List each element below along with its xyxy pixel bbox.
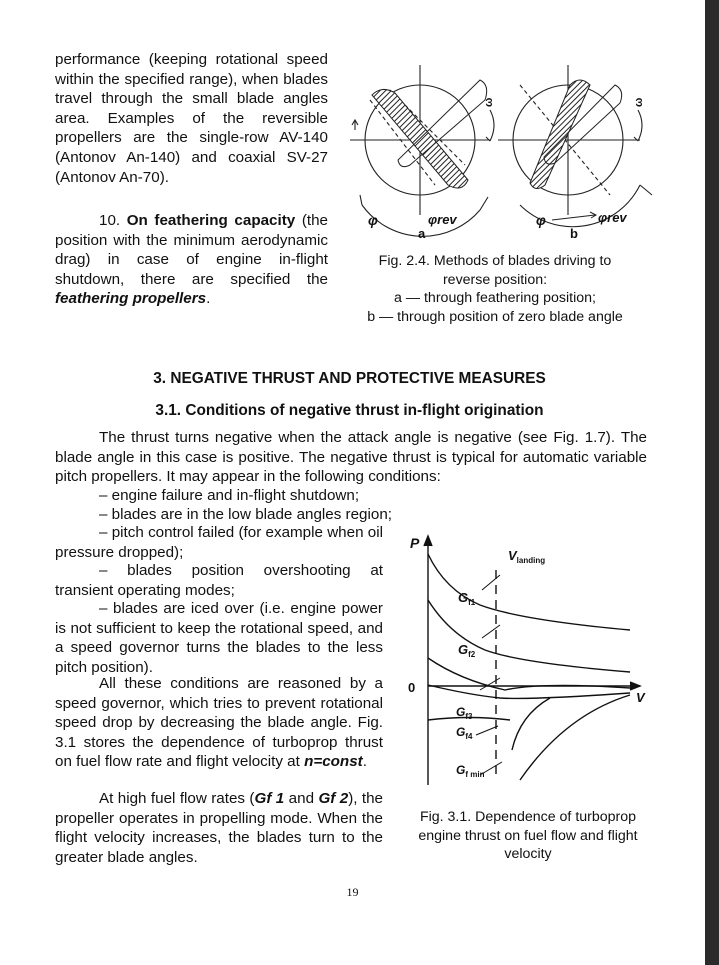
fig24-caption-line2: reverse position: [442, 271, 548, 288]
curve-gf2 [428, 600, 630, 672]
governor-end: . [362, 753, 367, 771]
page-number: 19 [346, 885, 359, 899]
fig24-caption-line3: a — through feathering position; [394, 290, 596, 306]
letter-a: a [418, 226, 426, 241]
fig24-caption-line1: Fig. 2.4. Methods of blades driving to [378, 253, 612, 269]
phi-rev-label-b: φrev [598, 210, 627, 225]
governor-text: All these conditions are reasoned by a speed governor, which tries to prevent rotational speed drop by decreasing the blade angle. Fig. 3.1 stores the dependence of turboprop thrust on fuel flow rate and flight velocity at [55, 675, 383, 771]
fig24-caption-line4: b — through position of zero blade angle [367, 308, 623, 325]
and-text: and [284, 790, 319, 807]
bullet-blades-overshooting: – blades position overshooting at transient operating modes; [55, 562, 383, 599]
paragraph-high-fuel [55, 789, 383, 867]
fig31-caption-line2: engine thrust on fuel flow and flight [418, 827, 638, 844]
high-fuel-start: At high fuel flow rates ( [99, 790, 255, 807]
figure-3-1-diagram [400, 530, 655, 790]
fig-3-1-caption [397, 808, 659, 864]
paragraph-speed-governor [55, 674, 383, 772]
gf2: Gf 2 [318, 790, 349, 807]
gf3-label: $G_{f3}$ [456, 705, 473, 721]
fig31-caption-line3: velocity [504, 846, 552, 862]
bullet-pitch-control: – pitch control failed (for example when oil pressure dropped); [55, 524, 383, 561]
bullet-low-blade-angles: – blades are in the low blade angles region; [99, 506, 392, 523]
curve-gf3 [428, 658, 630, 690]
item-end: . [206, 290, 211, 308]
viewer-edge [705, 0, 719, 965]
fig31-caption-line1: Fig. 3.1. Dependence of turboprop [419, 809, 637, 825]
gfmin-label: $G_{f min}$ [456, 763, 485, 779]
curve-lower-1 [512, 698, 550, 750]
axis-p-label: P [410, 535, 420, 551]
zero-label: 0 [408, 680, 416, 695]
bullet-engine-failure: – engine failure and in-flight shutdown; [99, 487, 360, 504]
paragraph-negative-thrust: The thrust turns negative when the attack angle is negative (see Fig. 1.7). The blade angle in this case is positive. The negative thrust is typical for automatic variable pitch propellers. It may appear in the following conditions: [55, 429, 647, 486]
letter-b: b [570, 226, 578, 241]
arrow-b [552, 212, 596, 220]
bullet-blades-iced: – blades are iced over (i.e. engine power is not sufficient to keep the rotational speed, and a speed governor turns the blades to the less pitch position). [55, 600, 383, 676]
paragraph-feathering [55, 211, 328, 309]
subsection-heading: 3.1. Conditions of negative thrust in-flight origination [155, 402, 544, 419]
item-text: (the position with the minimum aerodynamic drag) in case of engine in-flight shutdown, there are specified the [55, 212, 328, 288]
blade-b-hatched [530, 80, 622, 189]
blade-a-hatched [372, 80, 487, 188]
axis-v-label: V [636, 690, 645, 705]
n-const: n=const [304, 753, 363, 771]
gf1: Gf 1 [254, 790, 285, 807]
high-fuel-end: ), the propeller operates in propelling mode. When the flight velocity increases, the blades turn to the greater blade angles. [55, 790, 383, 866]
item-bold-italic: feathering propellers [55, 290, 207, 308]
v-landing-label: $V_{landing}$ [508, 548, 546, 565]
gf4-label: $G_{f4}$ [456, 725, 473, 741]
gf1-label: $G_{f1}$ [458, 590, 476, 607]
phi-label-b: φ [536, 212, 546, 228]
section-heading: 3. NEGATIVE THRUST AND PROTECTIVE MEASURES [153, 370, 546, 387]
item-number: 10. [99, 212, 121, 229]
gf2-label: $G_{f2}$ [458, 642, 476, 659]
figure-2-4-diagram [340, 45, 670, 245]
fig-2-4-caption [345, 252, 645, 326]
omega-label-a: ω [483, 97, 495, 107]
item-bold-title: On feathering capacity [126, 212, 296, 229]
phi-label-a: φ [368, 212, 378, 228]
phi-rev-label-a: φrev [428, 212, 457, 227]
omega-label-b: ω [633, 97, 645, 107]
paragraph-propeller-examples: performance (keeping rotational speed within the specified range), when blades travel through the small blade angles area. Examples of the reversible propellers are the single-row AV-140 (Antonov An-140) and coaxial SV-27 (Antonov An-70). [55, 51, 328, 186]
